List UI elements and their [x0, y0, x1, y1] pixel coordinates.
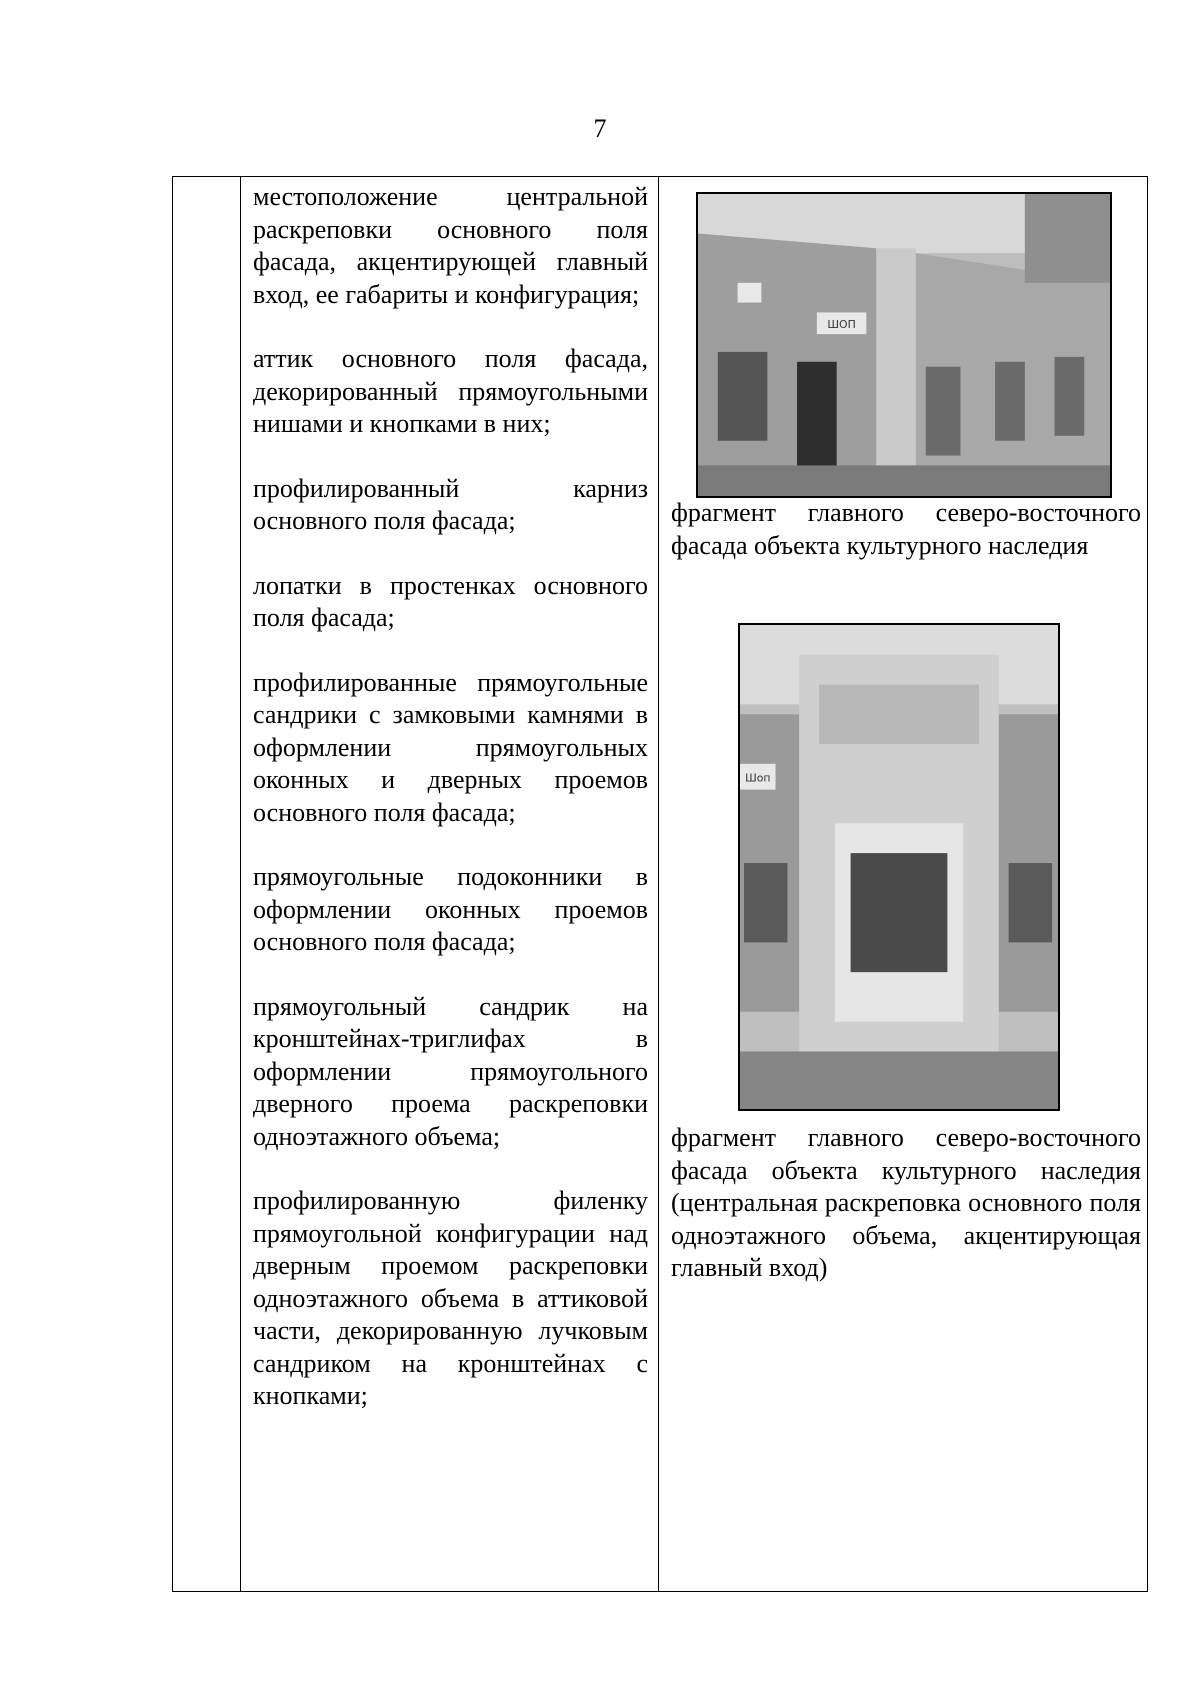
row-number-cell [173, 177, 241, 1591]
photo-1-caption: фрагмент главного северо-восточного фасада объекта культурного наследия [671, 498, 1141, 560]
feature-paragraph: прямоугольные подоконники в оформлении оконных проемов основного поля фасада; [253, 862, 648, 956]
shop-sign-1: ШОП [827, 318, 856, 332]
facade-photo-1 [696, 192, 1112, 498]
facade-photo-1-image [698, 194, 1110, 496]
feature-paragraph: аттик основного поля фасада, декорированный прямоугольными нишами и кнопками в них; [253, 344, 648, 438]
feature-paragraph: профилированный карниз основного поля фасада; [253, 473, 648, 535]
heritage-table [172, 176, 1148, 1592]
features-cell [241, 177, 659, 1591]
facade-photo-2 [738, 623, 1060, 1111]
photos-cell [659, 177, 1147, 1591]
feature-paragraph: прямоугольный сандрик на кронштейнах-триглифах в оформлении прямоугольного дверного проема раскреповки одноэтажного объема; [253, 991, 648, 1151]
feature-paragraph: профилированную филенку прямоугольной конфигурации над дверным проемом раскреповки одноэтажного объема в аттиковой части, декорированную лучковым сандриком на кронштейнах с кнопками; [253, 1186, 648, 1410]
feature-paragraph: профилированные прямоугольные сандрики с замковыми камнями в оформлении прямоугольных оконных и дверных проемов основного поля фасада; [253, 667, 648, 827]
shop-sign-2: Шоп [745, 771, 771, 785]
feature-paragraph: местоположение центральной раскреповки основного поля фасада, акцентирующей главный вход, ее габариты и конфигурация; [253, 182, 648, 309]
facade-photo-2-image [740, 625, 1058, 1109]
photo-2-caption: фрагмент главного северо-восточного фасада объекта культурного наследия (центральная раскреповка основного поля одноэтажного объема, акцентирующая главный вход) [671, 1123, 1141, 1282]
page-number: 7 [593, 114, 607, 143]
feature-paragraph: лопатки в простенках основного поля фасада; [253, 570, 648, 632]
